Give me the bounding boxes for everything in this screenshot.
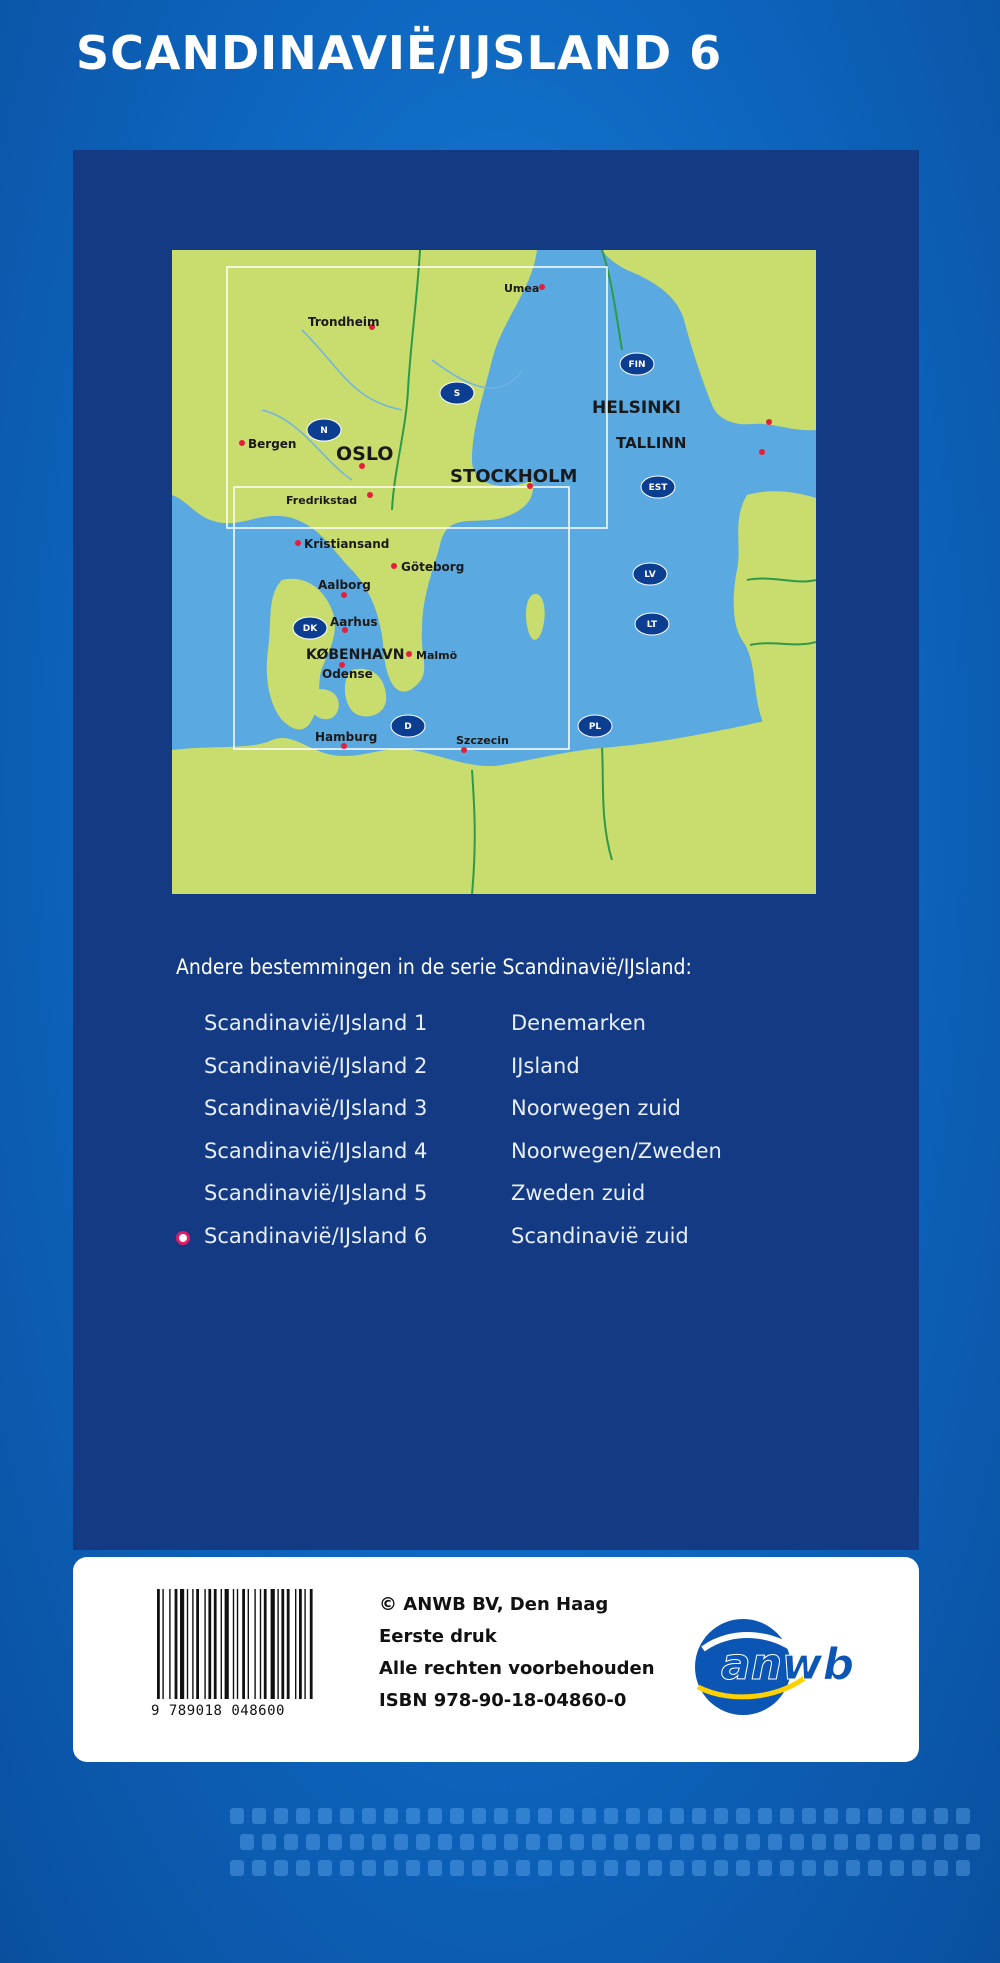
city-szczecin: Szczecin — [456, 734, 509, 747]
series-item — [176, 1175, 816, 1218]
overview-map — [172, 250, 816, 894]
series-item-region: Noorwegen/Zweden — [511, 1138, 722, 1163]
badge-d: D — [404, 722, 412, 732]
badge-fin: FIN — [628, 360, 646, 370]
city-stockholm: STOCKHOLM — [450, 466, 578, 487]
city-hamburg: Hamburg — [315, 730, 378, 744]
series-item-name: Scandinavië/IJsland 4 — [204, 1138, 428, 1163]
city-tallinn: TALLINN — [616, 434, 687, 452]
series-item — [176, 1218, 816, 1261]
series-item — [176, 1133, 816, 1176]
series-item-name: Scandinavië/IJsland 3 — [204, 1096, 428, 1120]
rights-text: Alle rechten voorbehouden — [379, 1658, 655, 1679]
series-list — [176, 1005, 816, 1260]
copyright-text: © ANWB BV, Den Haag — [379, 1594, 609, 1615]
series-item-name: Scandinavië/IJsland 5 — [204, 1181, 428, 1205]
city-trondheim: Trondheim — [308, 315, 380, 329]
series-item — [176, 1005, 816, 1048]
series-item-name: Scandinavië/IJsland 2 — [204, 1053, 428, 1078]
logo-text: anwb — [721, 1639, 855, 1690]
anwb-logo — [683, 1587, 873, 1737]
map-svg — [172, 250, 816, 894]
city-kristiansand: Kristiansand — [304, 537, 390, 551]
edition-text: Eerste druk — [379, 1626, 497, 1647]
badge-s: S — [453, 389, 461, 399]
footer-card — [73, 1557, 919, 1762]
city-odense: Odense — [322, 667, 373, 681]
city-goteborg: Göteborg — [401, 560, 465, 574]
publisher-info — [379, 1589, 655, 1717]
badge-n: N — [320, 426, 328, 436]
badge-lt: LT — [646, 620, 658, 630]
city-malmo: Malmö — [416, 649, 458, 662]
city-umea: Umea — [504, 282, 540, 295]
tire-tread-decoration — [0, 1790, 1000, 1963]
city-helsinki: HELSINKI — [592, 398, 681, 418]
series-item-region: Zweden zuid — [511, 1181, 646, 1205]
series-item — [176, 1048, 816, 1091]
city-bergen: Bergen — [248, 437, 297, 451]
current-edition-marker — [176, 1231, 190, 1245]
badge-lv: LV — [644, 570, 656, 580]
series-item-name: Scandinavië/IJsland 1 — [204, 1011, 428, 1035]
cover-title: SCANDINAVIË/IJSLAND 6 — [76, 26, 723, 80]
series-item-name: Scandinavië/IJsland 6 — [204, 1223, 428, 1248]
city-oslo: OSLO — [336, 443, 394, 465]
isbn-text: ISBN 978-90-18-04860-0 — [379, 1690, 627, 1711]
badge-est: EST — [648, 483, 668, 493]
badge-dk: DK — [302, 624, 318, 634]
series-heading: Andere bestemmingen in de serie Scandinavië/IJsland: — [176, 955, 692, 979]
series-item-region: Noorwegen zuid — [511, 1096, 681, 1120]
series-item-region: Scandinavië zuid — [511, 1223, 689, 1248]
city-kobenhavn: KØBENHAVN — [306, 647, 405, 663]
barcode-number: 9 789018 048600 — [151, 1703, 285, 1719]
city-aalborg: Aalborg — [318, 578, 371, 592]
series-item-region: Denemarken — [511, 1011, 646, 1035]
series-item-region: IJsland — [511, 1053, 580, 1078]
city-fredrikstad: Fredrikstad — [286, 494, 358, 507]
city-aarhus: Aarhus — [330, 615, 378, 629]
badge-pl: PL — [588, 722, 602, 732]
series-item — [176, 1090, 816, 1133]
